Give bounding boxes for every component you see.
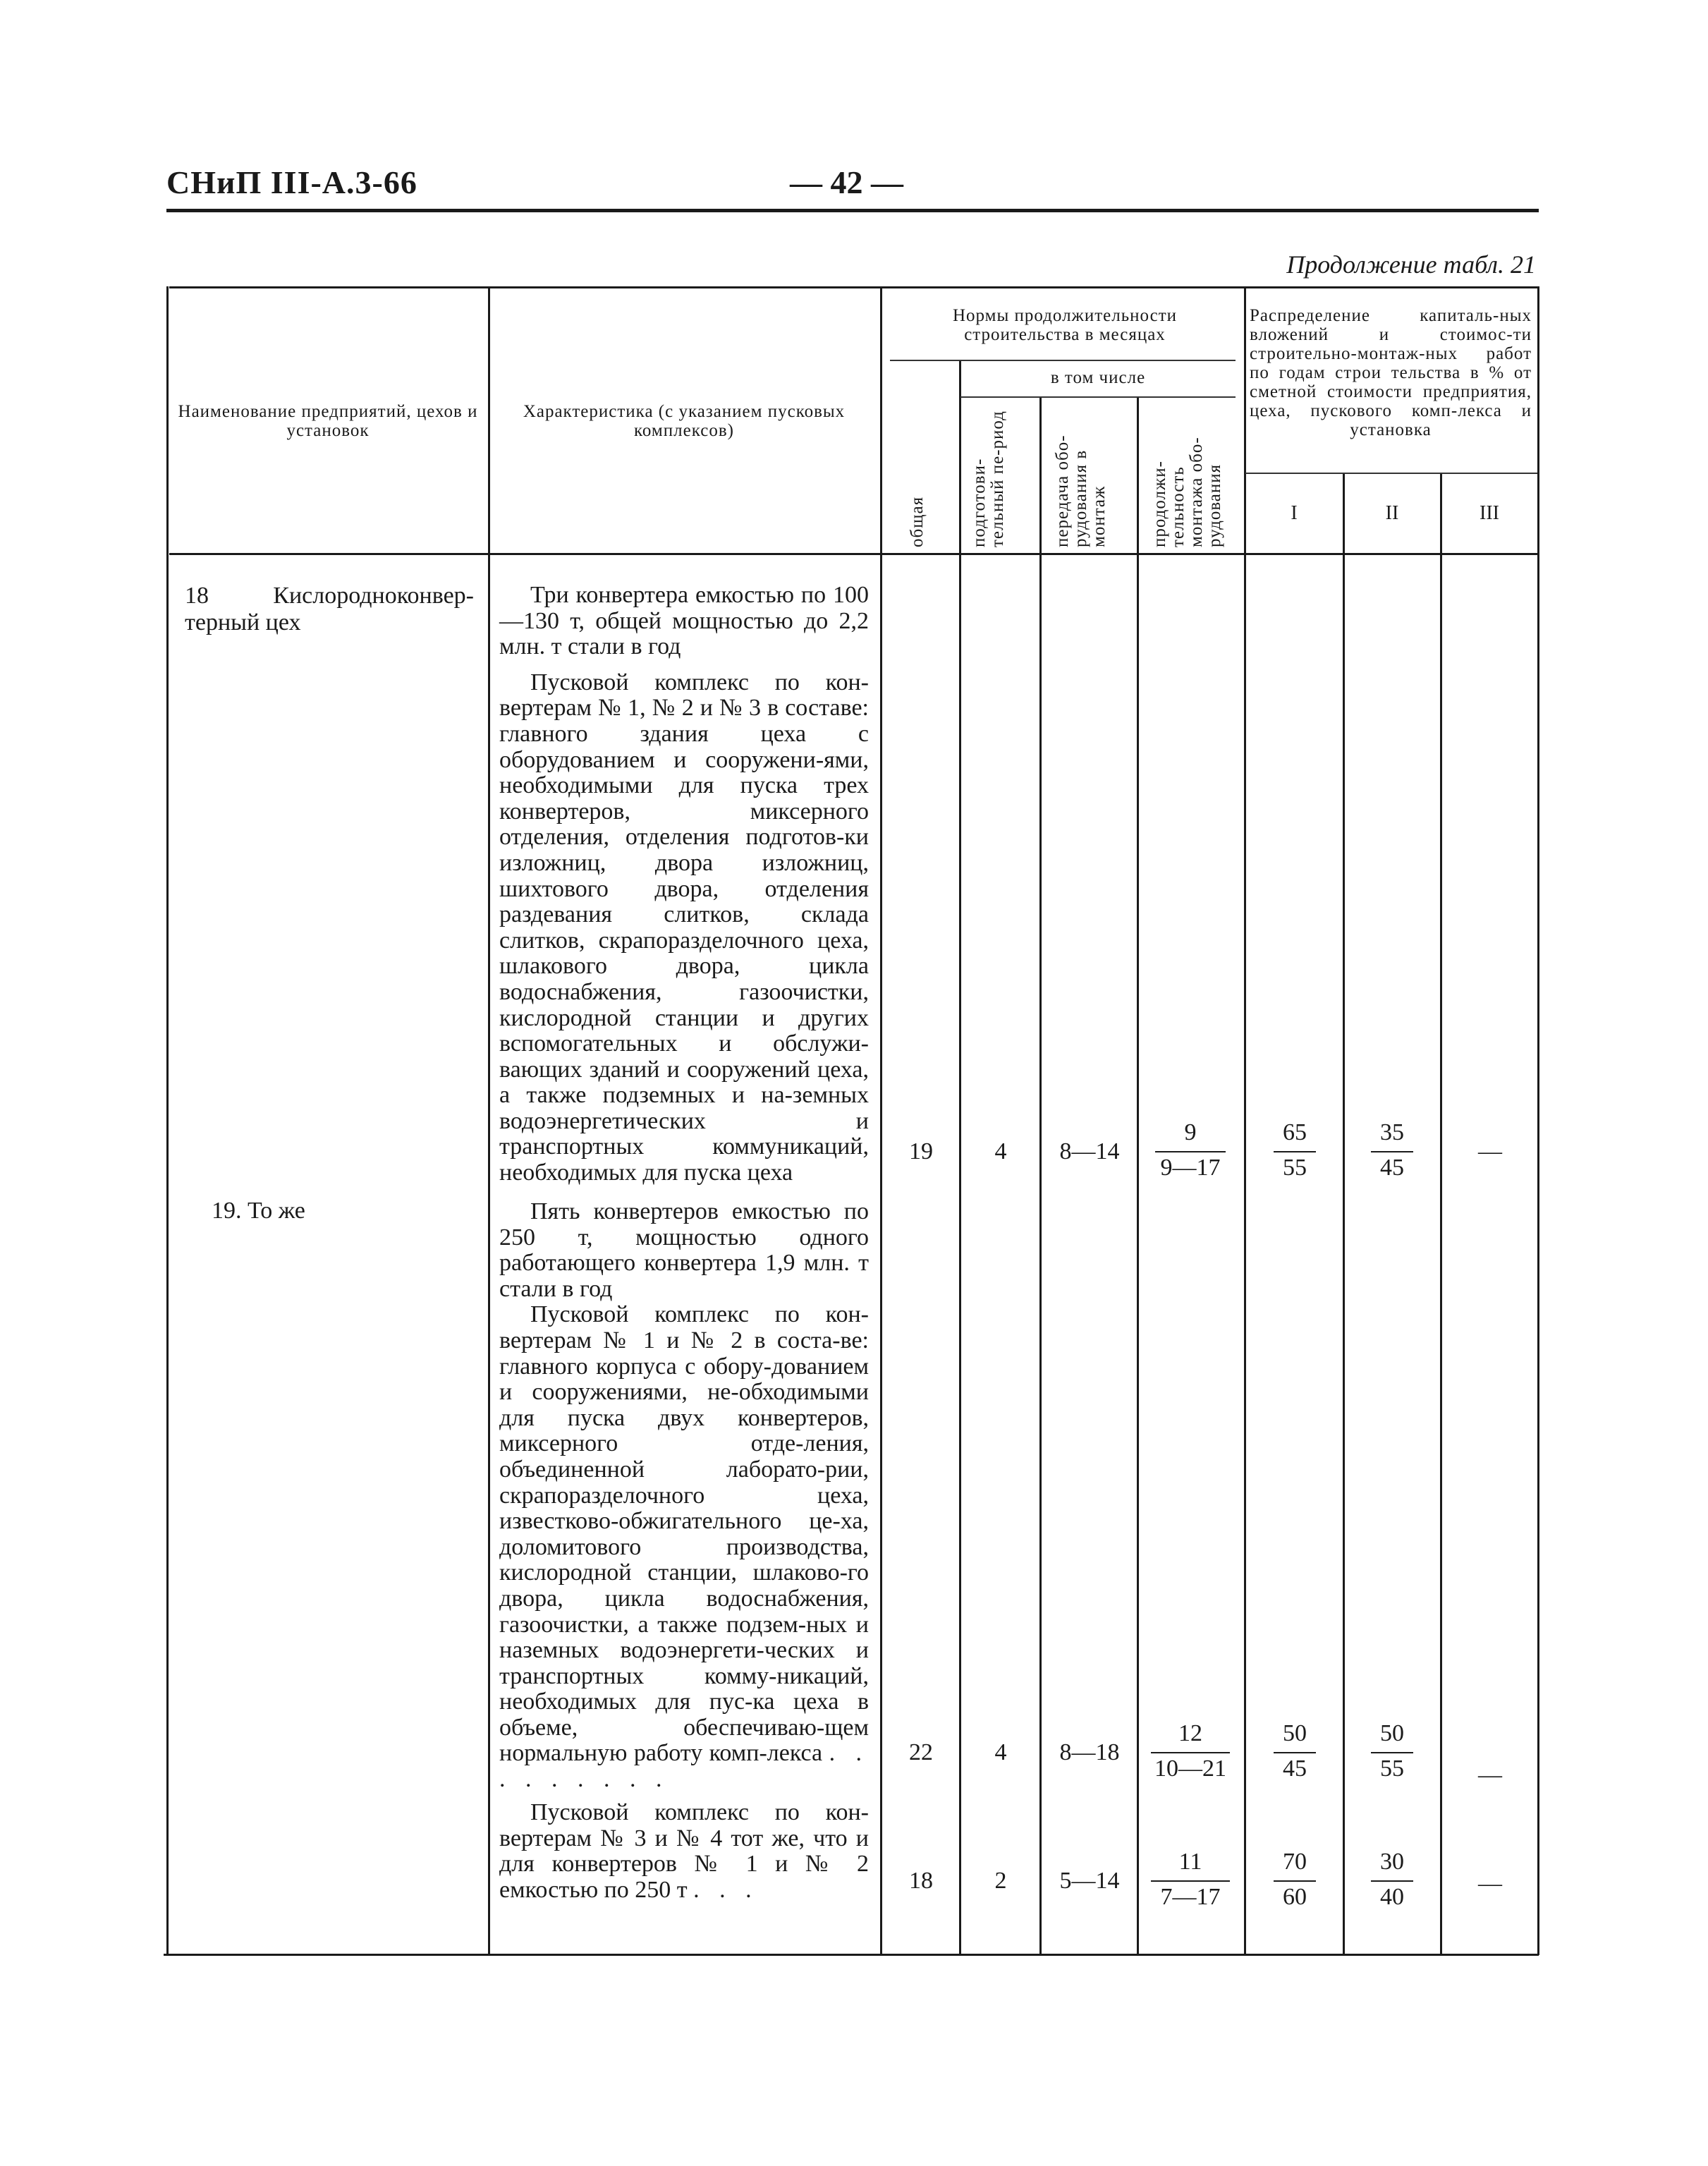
row-characteristic-text: Пусковой комплекс по кон-вертерам № 3 и № 4 тот же, что и для конвертеров № 1 и № 2 емкостью по 250 т [499, 1799, 869, 1903]
fraction-bottom: 40 [1380, 1884, 1404, 1910]
value-duration [1155, 1119, 1226, 1184]
value-year3: — [1478, 1762, 1502, 1788]
fraction-top: 65 [1274, 1119, 1316, 1152]
fraction-bottom: 55 [1380, 1756, 1404, 1782]
document-code: СНиП III-А.3-66 [166, 164, 417, 200]
col-header-characteristic: Характеристика (с указанием пусковых комплексов) [523, 402, 846, 440]
fraction-top: 30 [1371, 1848, 1413, 1882]
value-transfer: 8—18 [1059, 1739, 1120, 1765]
col-header-prep: подготови-тельный пе-риод [970, 410, 1007, 547]
value-total: 18 [909, 1868, 933, 1894]
fraction-top: 9 [1155, 1119, 1226, 1152]
norms-subrule [890, 360, 1236, 361]
col-divider-year3 [1440, 474, 1442, 1954]
col-divider-total [880, 286, 882, 1954]
col-header-year2: II [1385, 502, 1399, 524]
col-header-year1: I [1291, 502, 1298, 524]
value-prep: 4 [994, 1138, 1007, 1164]
value-transfer: 5—14 [1059, 1868, 1120, 1894]
value-duration [1151, 1720, 1230, 1784]
leader-dots: . . . [693, 1876, 759, 1903]
table-continuation-note: Продолжение табл. 21 [1286, 250, 1536, 279]
value-year1 [1274, 1119, 1316, 1184]
col-divider-year2 [1343, 474, 1345, 1954]
value-year2 [1371, 1119, 1413, 1184]
in-that-subrule [960, 396, 1236, 398]
page-number: — 42 — [790, 164, 903, 200]
row-characteristic-start-complex [499, 1302, 869, 1792]
col-header-year3: III [1480, 502, 1499, 524]
fraction-top: 50 [1274, 1720, 1316, 1753]
header-rule [166, 209, 1539, 212]
fraction-bottom: 10—21 [1154, 1756, 1226, 1782]
col-divider-char [488, 286, 490, 1954]
col-header-total: общая [908, 496, 927, 547]
fraction-top: 35 [1371, 1119, 1413, 1152]
fraction-bottom: 55 [1283, 1155, 1307, 1181]
table-left-border [166, 286, 169, 1955]
header-bottom-border [169, 553, 1537, 555]
fraction-top: 11 [1151, 1848, 1230, 1882]
fraction-bottom: 60 [1283, 1884, 1307, 1910]
row-characteristic-text: Пусковой комплекс по кон-вертерам № 1 и № 2 в соста-ве: главного корпуса с обору-дованием и сооружениями, не-обходимыми для пуска двух конвертеров, миксерного отде-ления, объединенной лаборато-рии, скрапоразделочного цеха, известково-обжигательного це-ха, доломитового производства, кислородной станции, шлаково-го двора, цикла водоснабжения, газоочистки, а также подзем-ных и наземных водоэнергети-ческих и транспортных комму-никаций, необходимых для пус-ка цеха в объеме, обеспечиваю-щем нормальную работу комп-лекса [499, 1301, 869, 1767]
col-divider-distribution [1244, 286, 1246, 1954]
norms-group-header: Нормы продолжительности строительства в месяцах [952, 306, 1178, 344]
row-characteristic-main: Три конвертера емкостью по 100—130 т, общей мощностью до 2,2 млн. т стали в год [499, 582, 869, 660]
col-divider-duration [1137, 396, 1139, 1954]
table-bottom-border [164, 1954, 1539, 1956]
row-characteristic-start-complex [499, 1800, 869, 1903]
fraction-top: 70 [1274, 1848, 1316, 1882]
value-prep: 2 [994, 1868, 1007, 1894]
value-year1 [1274, 1848, 1316, 1913]
value-year1 [1274, 1720, 1316, 1784]
row-characteristic-main: Пять конвертеров емкостью по 250 т, мощностью одного работающего конвертера 1,9 млн. т стали в год [499, 1198, 869, 1302]
row-characteristic [499, 583, 869, 1186]
table-top-border [169, 286, 1537, 288]
distribution-group-header: Распределение капиталь-ных вложений и стоимос-ти строительно-монтаж-ных работ по годам строи тельства в % от сметной стоимости предприятия, цеха, пускового комп-лекса и установка [1250, 306, 1532, 439]
leader-dots: . . . . . . . . . [499, 1740, 870, 1793]
fraction-bottom: 7—17 [1160, 1884, 1221, 1910]
row-name: 18 Кислородноконвер-терный цех [185, 583, 474, 635]
fraction-top: 50 [1371, 1720, 1413, 1753]
fraction-top: 12 [1151, 1720, 1230, 1753]
in-that-header: в том числе [1050, 368, 1146, 387]
value-duration [1151, 1848, 1230, 1913]
col-divider-transfer [1039, 396, 1042, 1954]
table-right-border [1537, 286, 1539, 1955]
row-characteristic [499, 1199, 869, 1793]
value-year2 [1371, 1848, 1413, 1913]
col-header-name: Наименование предприятий, цехов и установок [178, 402, 478, 440]
value-year2 [1371, 1720, 1413, 1784]
value-prep: 4 [994, 1739, 1007, 1765]
distribution-subrule [1245, 473, 1537, 474]
value-total: 19 [909, 1138, 933, 1164]
value-year3: — [1478, 1138, 1502, 1164]
value-total: 22 [909, 1739, 933, 1765]
fraction-bottom: 45 [1380, 1155, 1404, 1181]
fraction-bottom: 45 [1283, 1756, 1307, 1782]
fraction-bottom: 9—17 [1160, 1155, 1221, 1181]
row-name: 19. То же [212, 1198, 305, 1224]
col-header-transfer: передача обо-рудования в монтаж [1053, 434, 1109, 547]
row-characteristic-start-complex: Пусковой комплекс по кон-вертерам № 1, № 2 и № 3 в составе: главного здания цеха с оборудованием и сооружени-ями, необходимыми для пуска трех конвертеров, миксерного отделения, отделения подготов-ки изложниц, двора изложниц, шихтового двора, отделения раздевания слитков, склада слитков, скрапоразделочного цеха, шлакового двора, цикла водоснабжения, газоочистки, кислородной станции и других вспомогательных и обслужи-вающих зданий и сооружений цеха, а также подземных и на-земных водоэнергетических и транспортных коммуникаций, необходимых для пуска цеха [499, 669, 869, 1186]
row-characteristic [499, 1800, 869, 1903]
value-year3: — [1478, 1870, 1502, 1897]
col-header-duration: продолжи-тельность монтажа обо-рудования [1150, 437, 1224, 547]
value-transfer: 8—14 [1059, 1138, 1120, 1164]
col-divider-prep [959, 360, 961, 1954]
